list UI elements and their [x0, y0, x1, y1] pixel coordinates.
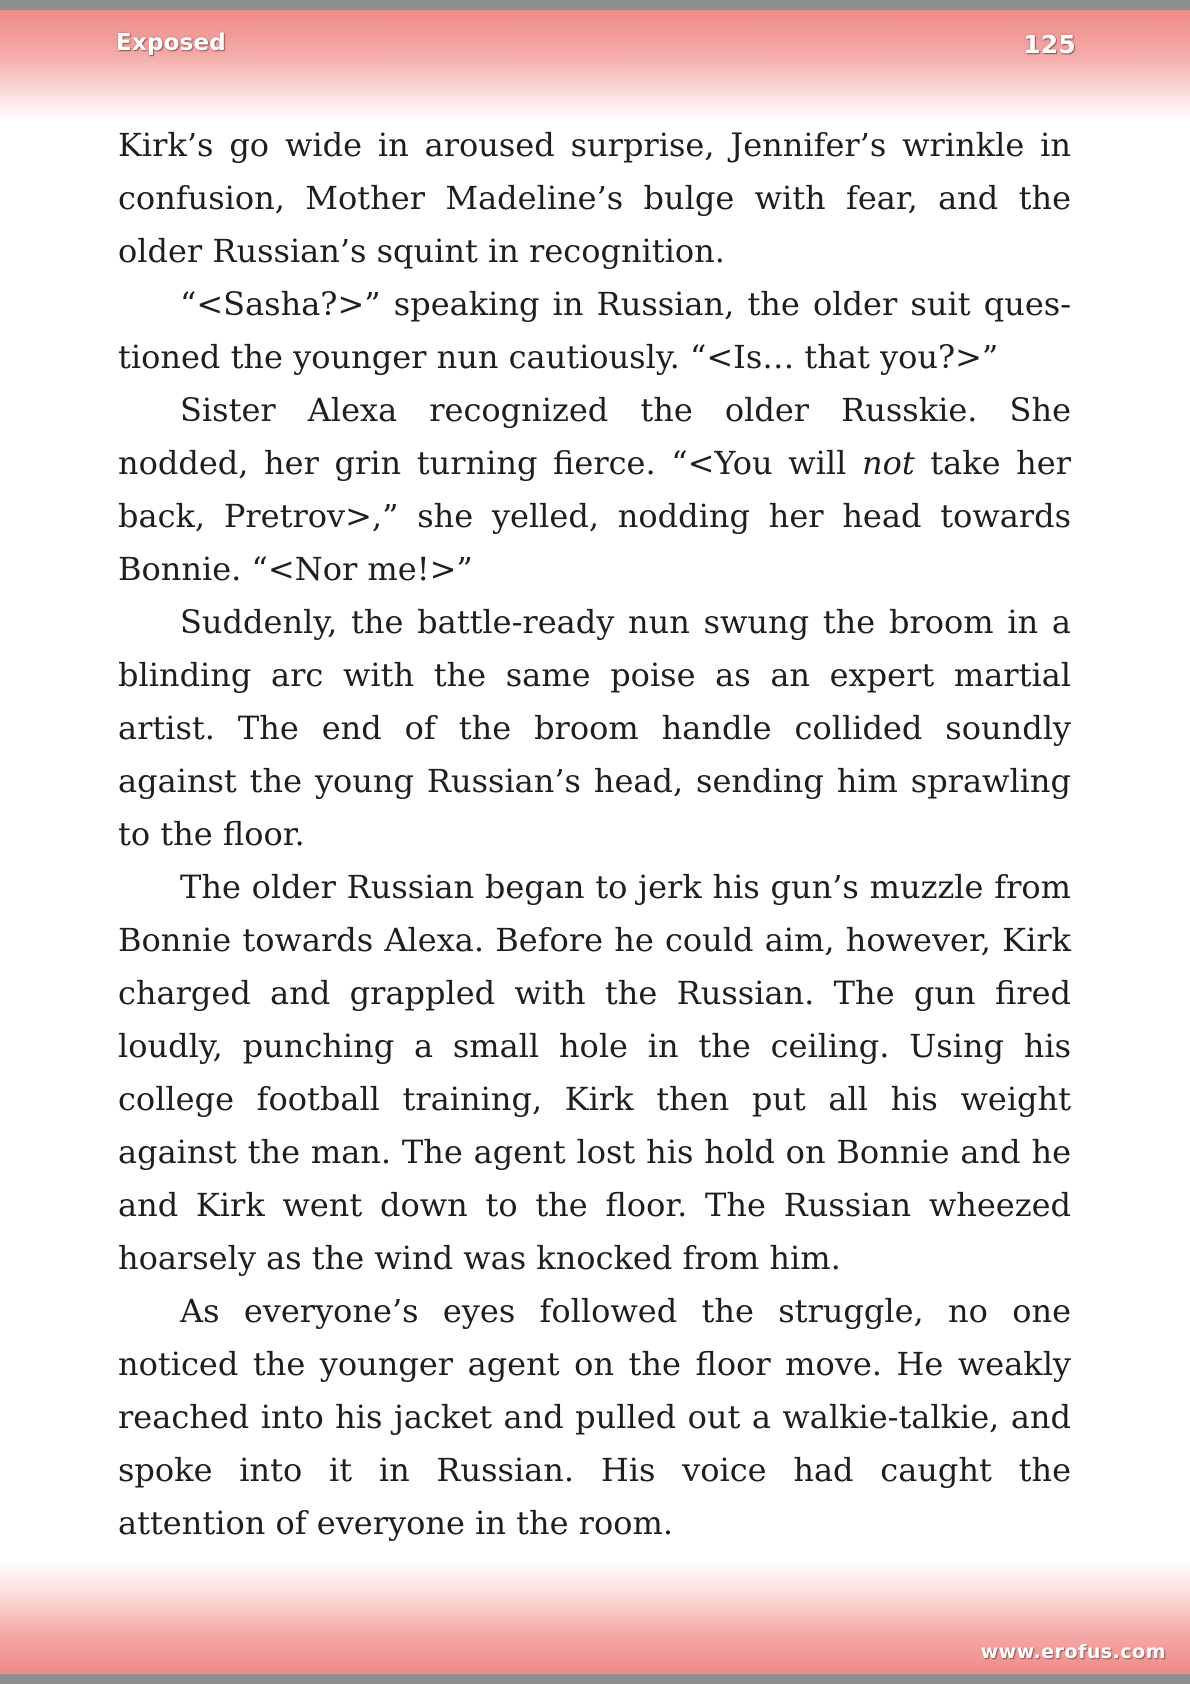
header-band: [0, 10, 1190, 120]
emphasis-not: not: [861, 444, 915, 482]
paragraph-3: Sister Alexa recognized the older Russkie. She nodded, her grin turning fierce. “<You will not take her back, Pretrov>,” she yelled, nodding her head towards Bonnie. “<Nor me!>”: [118, 391, 1072, 588]
page-number: 125: [1023, 30, 1076, 59]
paragraph-4: Suddenly, the battle-ready nun swung the broom in a blinding arc with the same poise as an expert martial artist. The end of the broom handle collided soundly against the young Russian’s head, sending him sprawling to the floor.: [118, 603, 1071, 853]
paragraph-1: Kirk’s go wide in aroused surprise, Jennifer’s wrinkle in confusion, Mother Madeline’s bulge with fear, and the older Russian’s squint in recognition.: [118, 126, 1071, 270]
watermark: www.erofus.com: [980, 1641, 1166, 1663]
bottom-rule: [0, 1674, 1190, 1684]
paragraph-6: As everyone’s eyes followed the struggle, no one noticed the younger agent on the floor move. He weakly reached into his jacket and pulled out a walkie-talkie, and spoke into it in Russian. His voice had caught the attention of everyone in the room.: [118, 1292, 1071, 1542]
top-rule: [0, 0, 1190, 10]
paragraph-2: “<Sasha?>” speaking in Russian, the older suit questioned the younger nun cautiously. “<Is… that you?>”: [118, 285, 1071, 376]
body-text: [118, 119, 1071, 1550]
paragraph-5: The older Russian began to jerk his gun’s muzzle from Bonnie towards Alexa. Before he could aim, however, Kirk charged and grappled with the Russian. The gun fired loudly, punching a small hole in the ceiling. Using his college football training, Kirk then put all his weight against the man. The agent lost his hold on Bonnie and he and Kirk went down to the floor. The Russian wheezed hoarsely as the wind was knocked from him.: [118, 868, 1071, 1277]
running-head-title: Exposed: [116, 30, 226, 56]
